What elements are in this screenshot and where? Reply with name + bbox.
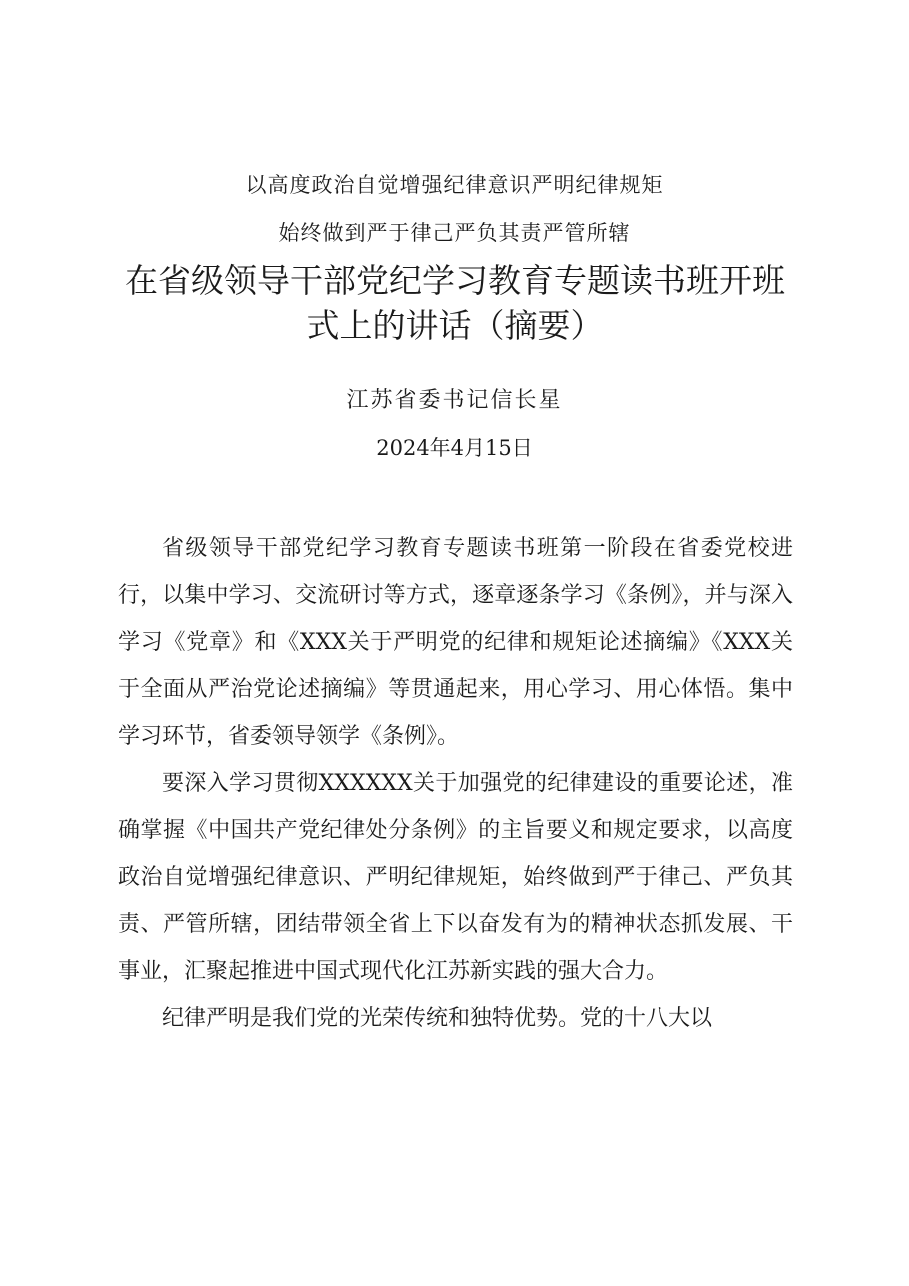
subtitle-line-1: 以高度政治自觉增强纪律意识严明纪律规矩 [245, 173, 664, 197]
body-paragraph: 要深入学习贯彻XXXXXX关于加强党的纪律建设的重要论述，准确掌握《中国共产党纪律处分条例》的主旨要义和规定要求，以高度政治自觉增强纪律意识、严明纪律规矩，始终做到严于律己、严负其责、严管所辖，团结带领全省上下以奋发有为的精神状态抓发展、干事业，汇聚起推进中国式现代化江苏新实践的强大合力。 [118, 771, 793, 984]
subtitle-line-2: 始终做到严于律己严负其责严管所辖 [278, 221, 631, 245]
author-line: 江苏省委书记信长星 [346, 388, 563, 413]
date-line: 2024年4月15日 [376, 436, 533, 460]
document-title: 在省级领导干部党纪学习教育专题读书班开班式上的讲话（摘要） [125, 261, 785, 345]
body-paragraph: 纪律严明是我们党的光荣传统和独特优势。党的十八大以 [162, 1006, 713, 1031]
document-body [118, 525, 793, 1042]
body-paragraph: 省级领导干部党纪学习教育专题读书班第一阶段在省委党校进行，以集中学习、交流研讨等方式，逐章逐条学习《条例》，并与深入学习《党章》和《XXX关于严明党的纪律和规矩论述摘编》《XXX关于全面从严治党论述摘编》等贯通起来，用心学习、用心体悟。集中学习环节，省委领导领学《条例》。 [118, 536, 793, 749]
